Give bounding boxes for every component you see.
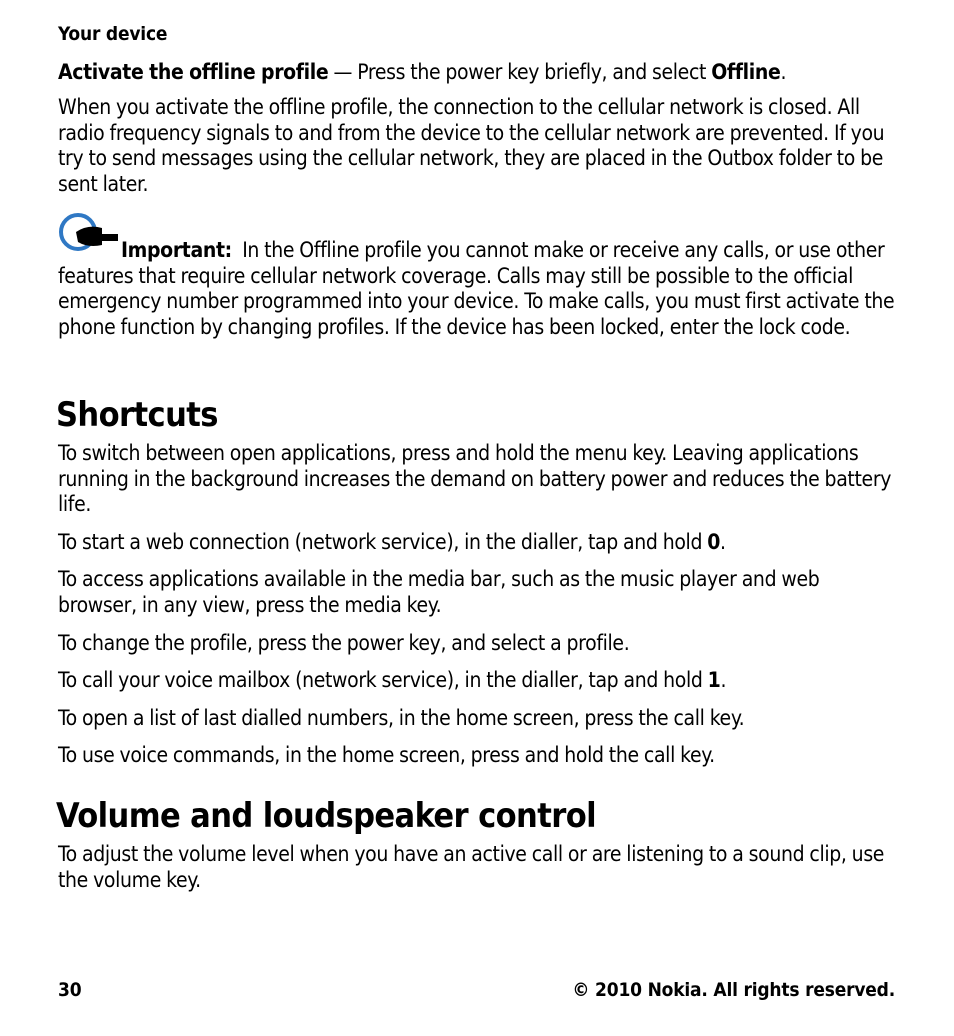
important-label: Important: <box>121 238 232 262</box>
voice-mailbox-key: 1 <box>707 668 721 692</box>
shortcuts-dialled-numbers: To open a list of last dialled numbers, in the home screen, press the call key. <box>58 706 745 730</box>
running-header: Your device <box>58 23 168 45</box>
shortcuts-switch-apps: To switch between open applications, press and hold the menu key. Leaving applications running in the background increases the demand on battery power and reduces the battery life. <box>58 441 892 517</box>
voice-mailbox-text: To call your voice mailbox (network service), in the dialler, tap and hold <box>58 668 708 692</box>
shortcuts-web-connection <box>58 530 900 556</box>
important-note <box>58 238 900 341</box>
copyright-notice: © 2010 Nokia. All rights reserved. <box>572 979 895 1001</box>
offline-instruction-end: . <box>780 60 787 84</box>
web-connection-end: . <box>720 530 726 554</box>
shortcuts-voice-commands: To use voice commands, in the home screen, press and hold the call key. <box>58 743 715 767</box>
voice-mailbox-end: . <box>720 668 727 692</box>
offline-option: Offline <box>711 60 781 84</box>
offline-description: When you activate the offline profile, the connection to the cellular network is closed. All radio frequency signals to and from the device to the cellular network are prevented. If you try to send messages using the cellular network, they are placed in the Outbox folder to be sent later. <box>58 95 885 197</box>
shortcuts-voice-mailbox <box>58 668 900 694</box>
volume-description: To adjust the volume level when you have an active call or are listening to a sound clip, use the volume key. <box>58 842 885 892</box>
offline-instruction-text: Press the power key briefly, and select <box>357 60 712 84</box>
shortcuts-heading: Shortcuts <box>56 395 218 435</box>
offline-instruction <box>58 60 900 86</box>
shortcuts-media-bar: To access applications available in the media bar, such as the music player and web browser, in any view, press the media key. <box>58 567 820 617</box>
page-number: 30 <box>58 979 82 1001</box>
offline-title: Activate the offline profile <box>58 60 329 84</box>
em-dash: — <box>328 60 358 84</box>
shortcuts-change-profile: To change the profile, press the power key, and select a profile. <box>58 631 630 655</box>
web-connection-key: 0 <box>707 530 721 554</box>
volume-heading: Volume and loudspeaker control <box>56 796 597 836</box>
web-connection-text: To start a web connection (network service), in the dialler, tap and hold <box>58 530 708 554</box>
important-text: In the Offline profile you cannot make or receive any calls, or use other features that require cellular network coverage. Calls may still be possible to the official emergency number programmed into your device. To make calls, you must first activate the phone function by changing profiles. If the device has been locked, enter the lock code. <box>58 238 895 340</box>
